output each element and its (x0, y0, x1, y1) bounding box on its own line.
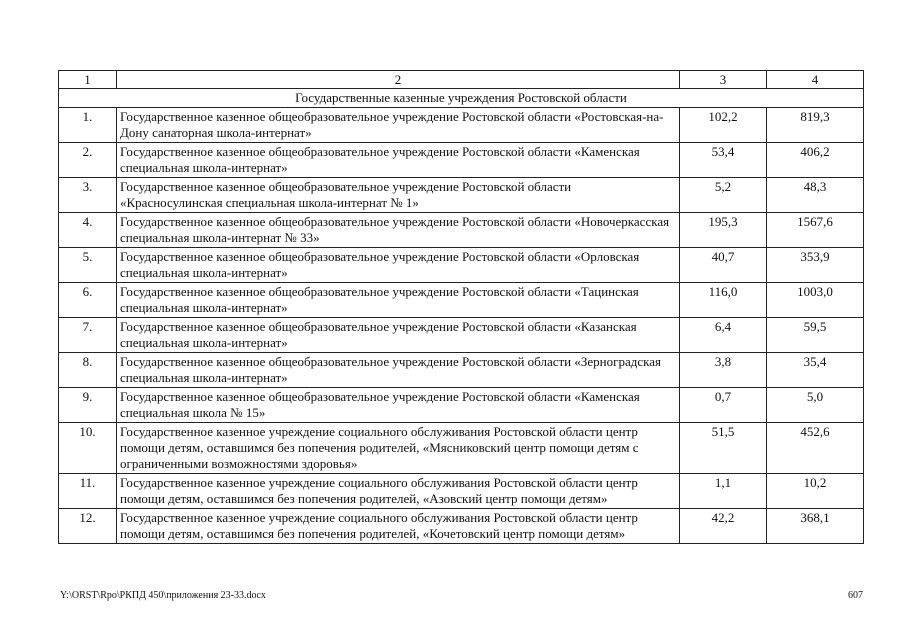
value-col4: 10,2 (767, 474, 864, 509)
institution-name: Государственное казенное общеобразовательное учреждение Ростовской области «Тацинская специальная школа-интернат» (117, 283, 680, 318)
table-row (59, 213, 864, 248)
institution-name: Государственное казенное общеобразовательное учреждение Ростовской области «Красносулинская специальная школа-интернат № 1» (117, 178, 680, 213)
value-col4: 35,4 (767, 353, 864, 388)
table-row (59, 509, 864, 544)
row-number: 11. (59, 474, 117, 509)
institution-name: Государственное казенное общеобразовательное учреждение Ростовской области «Каменская специальная школа № 15» (117, 388, 680, 423)
value-col3: 1,1 (680, 474, 767, 509)
value-col4: 48,3 (767, 178, 864, 213)
value-col3: 102,2 (680, 108, 767, 143)
institution-name: Государственное казенное учреждение социального обслуживания Ростовской области центр помощи детям, оставшимся без попечения родителей, «Мясниковский центр помощи детям с ограниченными возможностями здоровья» (117, 423, 680, 474)
header-row (59, 71, 864, 89)
institution-name: Государственное казенное учреждение социального обслуживания Ростовской области центр помощи детям, оставшимся без попечения родителей, «Кочетовский центр помощи детям» (117, 509, 680, 544)
value-col3: 51,5 (680, 423, 767, 474)
row-number: 8. (59, 353, 117, 388)
value-col4: 5,0 (767, 388, 864, 423)
footer-file-path: Y:\ORST\Rpo\РКПД 450\приложения 23-33.docx (60, 590, 266, 601)
table-row (59, 353, 864, 388)
row-number: 3. (59, 178, 117, 213)
footer-page-number: 607 (848, 590, 863, 601)
value-col3: 6,4 (680, 318, 767, 353)
section-title: Государственные казенные учреждения Ростовской области (59, 89, 864, 108)
row-number: 7. (59, 318, 117, 353)
value-col4: 1567,6 (767, 213, 864, 248)
table-row (59, 423, 864, 474)
row-number: 2. (59, 143, 117, 178)
header-cell-2: 2 (117, 71, 680, 89)
institution-name: Государственное казенное общеобразовательное учреждение Ростовской области «Каменская специальная школа-интернат» (117, 143, 680, 178)
row-number: 5. (59, 248, 117, 283)
table-row (59, 318, 864, 353)
row-number: 12. (59, 509, 117, 544)
value-col3: 3,8 (680, 353, 767, 388)
table-row (59, 108, 864, 143)
table-row (59, 178, 864, 213)
institution-name: Государственное казенное общеобразовательное учреждение Ростовской области «Ростовская-на-Дону санаторная школа-интернат» (117, 108, 680, 143)
value-col4: 353,9 (767, 248, 864, 283)
header-cell-1: 1 (59, 71, 117, 89)
institution-name: Государственное казенное общеобразовательное учреждение Ростовской области «Орловская специальная школа-интернат» (117, 248, 680, 283)
value-col4: 368,1 (767, 509, 864, 544)
value-col3: 53,4 (680, 143, 767, 178)
row-number: 4. (59, 213, 117, 248)
value-col3: 40,7 (680, 248, 767, 283)
value-col3: 116,0 (680, 283, 767, 318)
value-col3: 42,2 (680, 509, 767, 544)
value-col4: 819,3 (767, 108, 864, 143)
institution-name: Государственное казенное общеобразовательное учреждение Ростовской области «Казанская специальная школа-интернат» (117, 318, 680, 353)
row-number: 1. (59, 108, 117, 143)
value-col4: 452,6 (767, 423, 864, 474)
table-row (59, 474, 864, 509)
header-cell-3: 3 (680, 71, 767, 89)
institution-name: Государственное казенное учреждение социального обслуживания Ростовской области центр помощи детям, оставшимся без попечения родителей, «Азовский центр помощи детям» (117, 474, 680, 509)
row-number: 10. (59, 423, 117, 474)
institution-name: Государственное казенное общеобразовательное учреждение Ростовской области «Новочеркасская специальная школа-интернат № 33» (117, 213, 680, 248)
value-col4: 1003,0 (767, 283, 864, 318)
value-col3: 195,3 (680, 213, 767, 248)
table-row (59, 248, 864, 283)
institution-name: Государственное казенное общеобразовательное учреждение Ростовской области «Зерноградская специальная школа-интернат» (117, 353, 680, 388)
value-col4: 406,2 (767, 143, 864, 178)
table-row (59, 143, 864, 178)
table-row (59, 388, 864, 423)
section-row (59, 89, 864, 108)
institutions-table (58, 70, 864, 544)
table-row (59, 283, 864, 318)
row-number: 6. (59, 283, 117, 318)
value-col4: 59,5 (767, 318, 864, 353)
value-col3: 5,2 (680, 178, 767, 213)
header-cell-4: 4 (767, 71, 864, 89)
row-number: 9. (59, 388, 117, 423)
value-col3: 0,7 (680, 388, 767, 423)
